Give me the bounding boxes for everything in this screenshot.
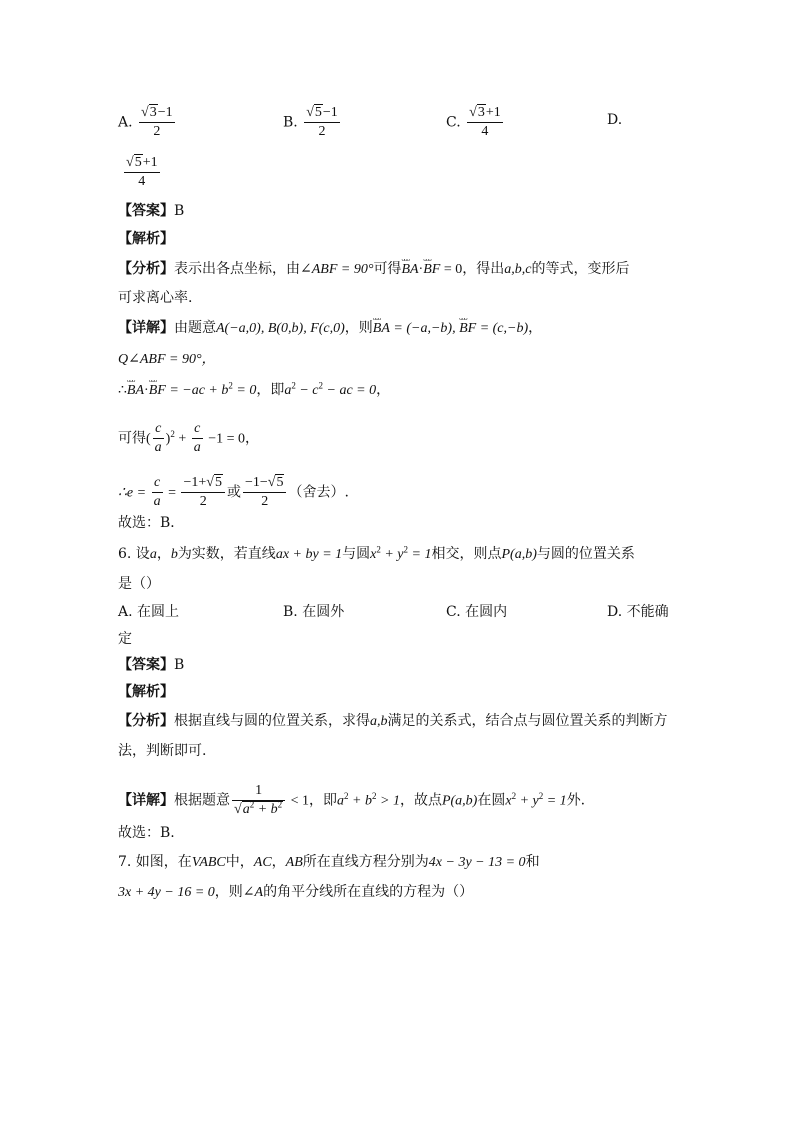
analysis-tag: 【解析】 (118, 684, 174, 700)
option-c-num-tail: +1 (485, 105, 501, 120)
plus-sign: + (174, 431, 190, 447)
exponent: 2 (376, 544, 381, 555)
xiangjie-tag: 【详解】 (118, 320, 174, 336)
q5-fenxi-line-2: 可求离心率. (118, 290, 193, 306)
expr-part: = 0 (232, 383, 257, 398)
q7-text: 的角平分线所在直线的方程为（） (263, 884, 474, 900)
xiangjie-tag: 【详解】 (118, 792, 174, 809)
xiangjie-text-1: 由题意 (174, 320, 216, 336)
triangle-abc: VABC (191, 855, 226, 870)
option-d-num-tail: +1 (142, 155, 158, 170)
q6-conclusion: 故选：B. (118, 825, 175, 841)
xiangjie-text: 在圆 (477, 792, 506, 809)
exponent: 2 (403, 544, 409, 555)
option-d-label: D. (607, 112, 623, 128)
xiangjie-text: 根据题意 (174, 792, 230, 809)
fraction-c-over-a (152, 474, 163, 511)
less-than-one: < 1 (287, 793, 310, 809)
text-part: ，即 (256, 382, 285, 398)
option-d-den: 4 (138, 174, 146, 189)
xiangjie-bf-value: = (c,−b) (476, 321, 529, 336)
xiangjie-text: ，即 (309, 792, 338, 809)
q5-xiangjie-line-4 (118, 420, 259, 457)
exponent: 2 (318, 380, 323, 391)
q7-text: 7. 如图，在 (118, 854, 192, 870)
answer-tag: 【答案】 (118, 657, 174, 673)
q7-stem-line-2 (118, 882, 473, 903)
option-a-num-tail: −1 (157, 105, 173, 120)
fenxi-math-1: ∠ABF = 90° (300, 262, 374, 277)
vector-bf: ᴗᴗᴗ BF (459, 319, 476, 339)
answer-value: B (174, 657, 185, 673)
q6-option-c: C. 在圆内 (446, 604, 508, 620)
option-a-den: 2 (153, 124, 161, 139)
exponent: 2 (249, 799, 255, 810)
e-equals: ∴e = (118, 485, 150, 501)
segment-ab: AB (285, 855, 303, 870)
q6-text: 6. 设 (118, 546, 150, 562)
option-b (283, 104, 342, 141)
text-part: 可得 (118, 430, 146, 447)
option-c (446, 104, 505, 141)
option-b-num-tail: −1 (322, 105, 338, 120)
option-d-fraction-wrap (122, 154, 162, 191)
option-a-radicand: 3 (149, 105, 157, 120)
expr-part: a (284, 383, 292, 398)
discard-note: （舍去）. (288, 484, 349, 501)
option-c-den: 4 (481, 124, 489, 139)
fenxi-tag: 【分析】 (118, 261, 174, 277)
vector-bf: ᴗᴗᴗ BF (423, 260, 440, 280)
option-b-radicand: 5 (314, 105, 322, 120)
xiangjie-ba-value: = (−a,−b), (389, 321, 460, 336)
line-eq-ab: 3x + 4y − 16 = 0 (118, 885, 215, 900)
xiangjie-text: 外. (566, 792, 586, 809)
q6-option-a: A. 在圆上 (118, 604, 180, 620)
q6-analysis-line (118, 682, 174, 702)
q6-option-b: B. 在圆外 (283, 604, 345, 620)
option-c-label: C. (446, 114, 461, 131)
q6-point: P(a,b) (501, 547, 537, 562)
expr-part: a (337, 793, 345, 809)
fraction-c-over-a (153, 420, 164, 457)
vector-bf: ᴗᴗᴗ BF (149, 381, 166, 401)
q6-text: 与圆的位置关系 (536, 546, 635, 562)
q7-stem-line-1 (118, 852, 540, 873)
option-c-fraction: $\frac{√3+1}{4}$ (469, 105, 501, 139)
answer-value: B (174, 203, 185, 219)
q7-text: 所在直线方程分别为 (302, 854, 429, 870)
q6-stem-line-1 (118, 544, 635, 565)
expr-part: −1 = 0 (204, 431, 246, 447)
frac-num: c (192, 420, 203, 439)
fenxi-text: 满足的关系式，结合点与圆位置关系的判断方 (387, 713, 668, 729)
xiangjie-text-3: ， (528, 320, 543, 336)
q7-text: 中， (225, 854, 254, 870)
xiangjie-points: A(−a,0), B(0,b), F(c,0) (216, 321, 345, 336)
fenxi-tag: 【分析】 (118, 713, 174, 729)
frac-den: a (193, 440, 201, 455)
angle-a: ∠A (242, 885, 264, 900)
q6-option-d: D. 不能确 (607, 604, 669, 620)
q6-text: 相交，则点 (431, 546, 502, 562)
radicand-part: a (242, 802, 250, 817)
q5-xiangjie-line-2 (118, 349, 216, 370)
q6-text: ， (156, 546, 171, 562)
expr-part: = 1 (543, 793, 567, 809)
option-a (118, 104, 177, 141)
frac-den: a (153, 494, 161, 509)
exponent: 2 (538, 790, 544, 801)
option-b-label: B. (283, 114, 298, 131)
q6-stem-line-2: 是（） (118, 576, 160, 592)
frac-num-pre: −1− (244, 475, 268, 490)
q7-text: ，则 (214, 884, 243, 900)
point-p: P(a,b) (441, 793, 478, 809)
expr-part: − ac = 0 (323, 383, 377, 398)
expr-part: x (505, 793, 512, 809)
paren-close: ) (165, 431, 171, 447)
segment-ac: AC (253, 855, 272, 870)
frac-num: 1 (232, 782, 285, 801)
exponent: 2 (344, 790, 349, 801)
frac-num: c (153, 420, 164, 439)
exponent: 2 (277, 799, 283, 810)
q6-math: = 1 (408, 547, 432, 562)
frac-den: 2 (199, 494, 207, 509)
option-a-label: A. (118, 114, 133, 131)
therefore-symbol: ∴ (118, 382, 127, 398)
fenxi-dot: · (418, 262, 424, 277)
frac-num-pre: −1+ (183, 475, 207, 490)
line-eq-ac: 4x − 3y − 13 = 0 (428, 855, 526, 870)
q5-analysis-line (118, 229, 174, 249)
exponent: 2 (511, 790, 517, 801)
frac-num: c (152, 474, 163, 493)
q5-conclusion: 故选：B． (118, 515, 185, 531)
fraction-one-over-root: $\frac{1}{√a^2 + b^2}$ (232, 782, 285, 819)
text-part: ， (376, 382, 391, 398)
expr-part: + b (348, 793, 372, 809)
expr-part: − c (295, 383, 319, 398)
fraction-root-minus: $\frac{-1-√5}{2}$ (243, 474, 286, 511)
vector-ba: ᴗᴗᴗ BA (127, 381, 144, 401)
option-b-den: 2 (318, 124, 326, 139)
answer-tag: 【答案】 (118, 203, 174, 219)
fenxi-text-3: ，得出 (462, 261, 505, 277)
fenxi-text-2: 可得 (373, 261, 402, 277)
q5-answer-line (118, 201, 184, 221)
radicand: 5 (214, 475, 222, 490)
expr-part: + y (516, 793, 539, 809)
q6-math: x (370, 547, 377, 562)
fraction-c-over-a (192, 420, 203, 457)
exponent: 2 (228, 380, 233, 391)
option-b-fraction: $\frac{√5-1}{2}$ (306, 105, 338, 139)
q5-fenxi-line (118, 259, 629, 280)
q6-answer-line (118, 655, 184, 675)
radicand-part: + b (254, 802, 278, 817)
q6-math: a (149, 547, 157, 562)
q6-math: b (170, 547, 178, 562)
fenxi-text: 根据直线与圆的位置关系，求得 (174, 713, 370, 729)
xiangjie-text-2: ，则 (344, 320, 373, 336)
fenxi-math: a,b (370, 714, 388, 729)
q6-option-d-wrap: 定 (118, 631, 132, 647)
option-c-radicand: 3 (477, 105, 485, 120)
exponent: 2 (170, 428, 175, 439)
option-d-radicand: 5 (134, 155, 142, 170)
vector-ba: ᴗᴗᴗ BA (401, 260, 418, 280)
or-text: 或 (226, 484, 241, 501)
xiangjie-angle-line: Q∠ABF = 90°， (118, 352, 216, 367)
vector-ba: ᴗᴗᴗ BA (373, 319, 390, 339)
paren-open: ( (146, 431, 151, 447)
q6-fenxi-line-1 (118, 711, 668, 732)
option-d-fraction: $\frac{√5+1}{4}$ (126, 155, 158, 189)
q6-xiangjie-line (118, 782, 585, 819)
fraction-root-plus: $\frac{-1+√5}{2}$ (181, 474, 224, 511)
dot-symbol: · (144, 383, 149, 398)
q7-text: 和 (525, 854, 540, 870)
xiangjie-text: ，故点 (399, 792, 442, 809)
text-part: ， (245, 430, 260, 447)
exponent: 2 (372, 790, 377, 801)
frac-den: 2 (261, 494, 269, 509)
analysis-tag: 【解析】 (118, 231, 174, 247)
equals-sign: = (164, 485, 180, 501)
expr-part: = −ac + b (165, 383, 229, 398)
q5-xiangjie-line-3 (118, 380, 390, 401)
q6-math: + y (380, 547, 404, 562)
radicand: 5 (276, 475, 284, 490)
q6-text: 为实数，若直线 (177, 546, 276, 562)
option-a-fraction: $\frac{√3-1}{2}$ (141, 105, 173, 139)
frac-den: a (154, 440, 162, 455)
q5-xiangjie-line-1 (118, 318, 542, 339)
q7-text: ， (271, 854, 286, 870)
fenxi-math-3: a,b,c (504, 262, 532, 277)
expr-part: > 1 (376, 793, 400, 809)
q6-fenxi-line-2: 法，判断即可. (118, 743, 207, 759)
q6-line-eq: ax + by = 1 (275, 547, 343, 562)
q5-xiangjie-line-5 (118, 474, 349, 511)
fenxi-eq-zero: = 0 (440, 262, 463, 277)
q6-text: 与圆 (342, 546, 371, 562)
fenxi-text-1: 表示出各点坐标，由 (174, 261, 300, 277)
exponent: 2 (291, 380, 296, 391)
fenxi-text-4: 的等式，变形后 (531, 261, 630, 277)
